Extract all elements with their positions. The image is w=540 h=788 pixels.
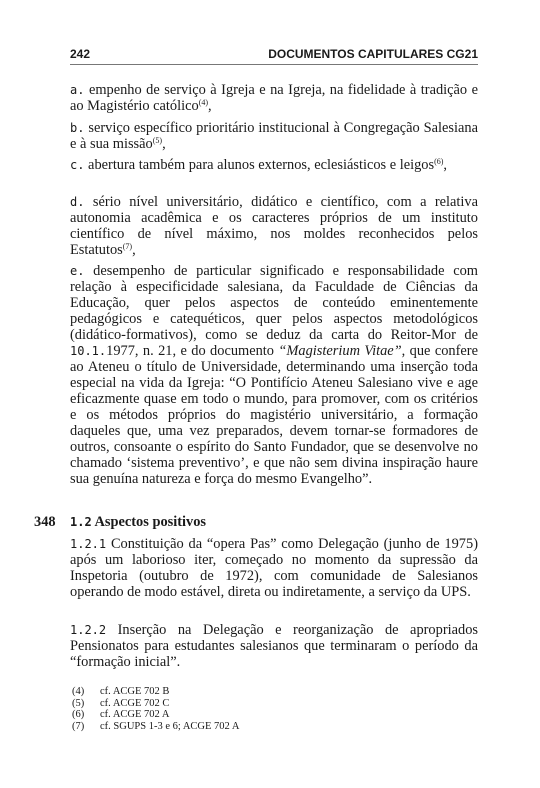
- item-text: desempenho de particular significado e responsabilidade com relação à especificidade salesiana, da Faculdade de Ciências da Educação, quer pelos aspectos de conteúdo eminentemente pedagógicos e catequéticos, quer pelos aspectos metodológicos (didático-formativos), como se deduz da carta do Reitor-Mor de: [70, 263, 478, 343]
- margin-number: 348: [34, 514, 56, 530]
- section-heading: [70, 514, 206, 530]
- item-punct: ,: [208, 98, 212, 114]
- footnote-text: cf. ACGE 702 B: [100, 686, 170, 697]
- item-letter: c.: [70, 158, 85, 172]
- letter-date: 10.1.: [70, 344, 107, 358]
- footnote: [72, 686, 472, 698]
- footnote-ref: (5): [152, 136, 163, 145]
- section-title: Aspectos positivos: [91, 514, 207, 530]
- subitem-number: 1.2.2: [70, 623, 107, 637]
- footnote-number: (4): [72, 686, 85, 697]
- running-header: [70, 44, 478, 65]
- item-letter: b.: [70, 121, 85, 135]
- item-a: [70, 82, 478, 114]
- item-b: [70, 120, 478, 152]
- footnote: [72, 698, 472, 710]
- document-title: “Magisterium Vitae”: [278, 343, 402, 359]
- item-punct: ,: [132, 242, 136, 258]
- item-text: empenho de serviço à Igreja e na Igreja, na fidelidade à tradição e ao Magistério católico: [70, 82, 478, 114]
- item-d: [70, 194, 478, 258]
- item-text: sério nível universitário, didático e científico, com a relativa autonomia acadêmica e os caracteres próprios de um instituto científico de nível máximo, nos moldes reconhecidos pelos Estatutos: [70, 194, 478, 258]
- item-punct: ,: [162, 136, 166, 152]
- item-letter: d.: [70, 195, 85, 209]
- footnote: [72, 709, 472, 721]
- footnote: [72, 721, 472, 733]
- item-letter: e.: [70, 264, 85, 278]
- item-letter: a.: [70, 83, 85, 97]
- item-text: abertura também para alunos externos, eclesiásticos e leigos: [84, 157, 435, 173]
- item-text-end: , que confere ao Ateneu o título de Universidade, determinando uma inserção toda especial na vida da Igreja: “O Pontifício Ateneu Salesiano vive e age eficazmente quase em todo o mundo, para promover, com os critérios e os métodos próprios do magistério universitário, a formação daqueles que, uma vez preparados, devem tornar-se formadores de outros, consoante o espírito do Santo Fundador, que se desenvolve no chamado ‘sistema preventivo’, e que não sem divina inspiração haure sua genuína natureza e força do mesmo Evangelho”.: [70, 343, 478, 487]
- footnote-number: (7): [72, 720, 85, 732]
- item-e: [70, 263, 478, 487]
- item-punct: ,: [443, 157, 448, 173]
- page-number: 242: [70, 47, 91, 61]
- footnote-ref: (6): [434, 157, 444, 166]
- footnotes: [72, 686, 472, 732]
- item-text-cont: 1977, n. 21, e do documento: [106, 343, 279, 359]
- footnote-number: (6): [72, 709, 85, 720]
- footnote-text: cf. ACGE 702 C: [100, 697, 170, 709]
- subitem-text: Inserção na Delegação e reorganização de apropriados Pensionatos para estudantes salesianos que terminaram o período da “formação inicial”.: [70, 622, 478, 670]
- subitem-1-2-1: [70, 536, 478, 600]
- running-title: DOCUMENTOS CAPITULARES CG21: [268, 47, 478, 61]
- footnote-ref: (7): [122, 242, 133, 251]
- subitem-1-2-2: [70, 622, 478, 670]
- footnote-text: cf. ACGE 702 A: [100, 709, 170, 720]
- footnote-ref: (4): [198, 98, 209, 107]
- footnote-number: (5): [72, 697, 85, 709]
- item-text: serviço específico prioritário institucional à Congregação Salesiana e à sua missão: [70, 120, 478, 152]
- subitem-number: 1.2.1: [70, 537, 107, 551]
- footnote-text: cf. SGUPS 1-3 e 6; ACGE 702 A: [100, 720, 240, 732]
- section-number: 1.2: [70, 515, 92, 529]
- item-c: [70, 157, 478, 173]
- subitem-text: Constituição da “opera Pas” como Delegação (junho de 1975) após um laborioso iter, começado no momento da supressão da Inspetoria (outubro de 1972), com comunidade de Salesianos operando de modo estável, direta ou indiretamente, a serviço da UPS.: [70, 536, 478, 600]
